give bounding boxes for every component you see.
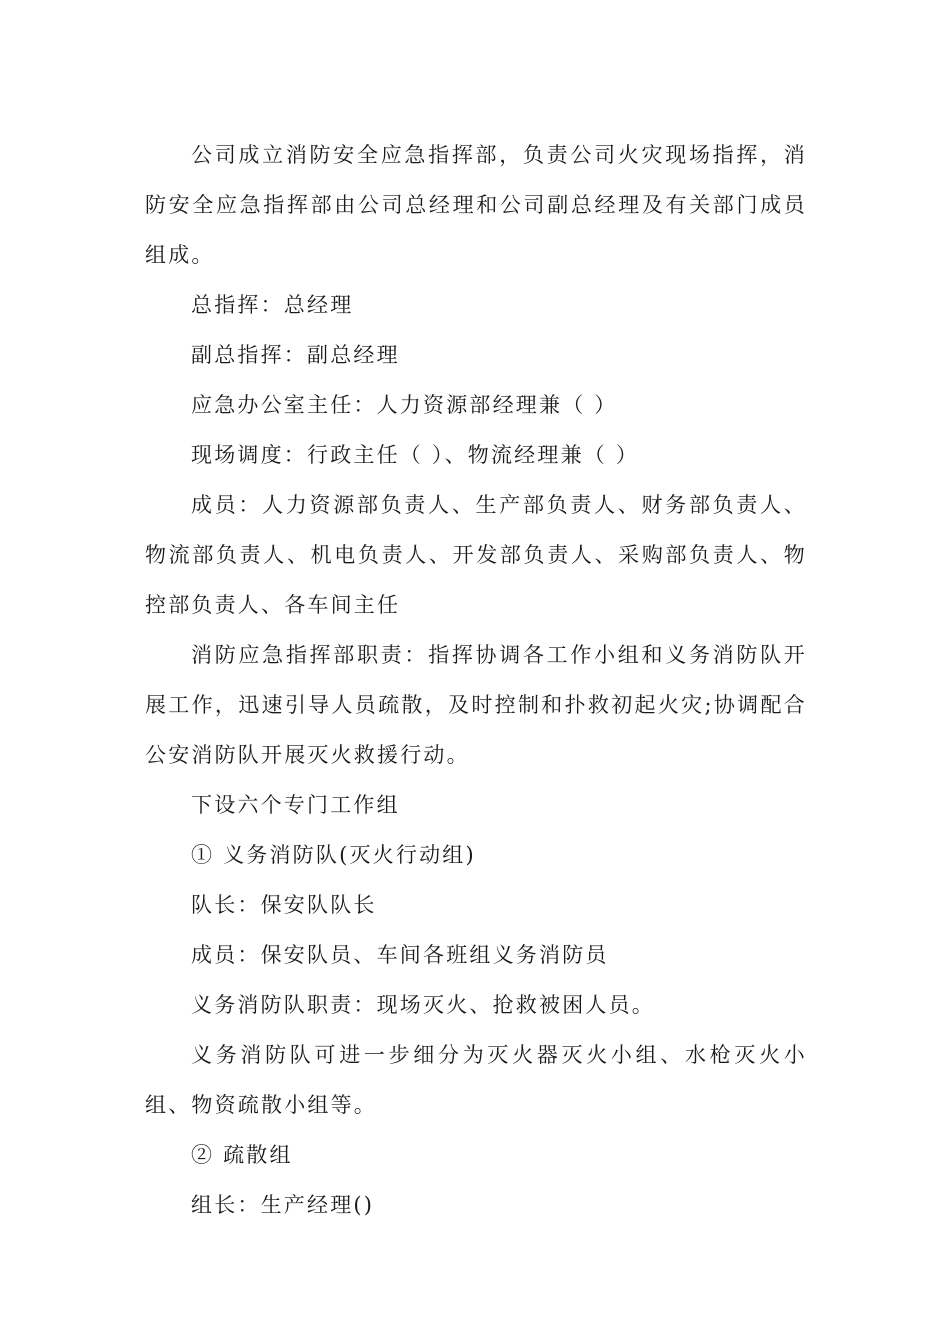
paragraph-site-dispatch: 现场调度：行政主任（ ）、物流经理兼（ ） <box>191 443 640 467</box>
paragraph-deputy-commander: 副总指挥：副总经理 <box>191 343 400 367</box>
paragraph-team-duties: 义务消防队职责：现场灭火、抢救被困人员。 <box>191 993 655 1017</box>
paragraph-emergency-office-director: 应急办公室主任：人力资源部经理兼（ ） <box>191 393 618 417</box>
paragraph-chief-commander: 总指挥：总经理 <box>191 293 354 317</box>
paragraph-team-subgroups: 义务消防队可进一步细分为灭火器灭火小组、水枪灭火小组、物资疏散小组等。 <box>145 1043 807 1117</box>
document-body <box>145 130 807 1230</box>
paragraph-evacuation-group: ② 疏散组 <box>191 1143 293 1167</box>
paragraph-six-groups: 下设六个专门工作组 <box>191 793 400 817</box>
paragraph-volunteer-fire-team: ① 义务消防队(灭火行动组) <box>191 843 476 867</box>
paragraph-command-center: 公司成立消防安全应急指挥部，负责公司火灾现场指挥，消防安全应急指挥部由公司总经理和公司副总经理及有关部门成员组成。 <box>145 143 807 267</box>
paragraph-members: 成员：人力资源部负责人、生产部负责人、财务部负责人、物流部负责人、机电负责人、开发部负责人、采购部负责人、物控部负责人、各车间主任 <box>145 493 807 617</box>
paragraph-evacuation-leader: 组长：生产经理() <box>191 1193 375 1217</box>
paragraph-command-duties: 消防应急指挥部职责：指挥协调各工作小组和义务消防队开展工作，迅速引导人员疏散，及时控制和扑救初起火灾;协调配合公安消防队开展灭火救援行动。 <box>145 643 807 767</box>
paragraph-team-leader: 队长：保安队队长 <box>191 893 377 917</box>
paragraph-team-members: 成员：保安队员、车间各班组义务消防员 <box>191 943 609 967</box>
